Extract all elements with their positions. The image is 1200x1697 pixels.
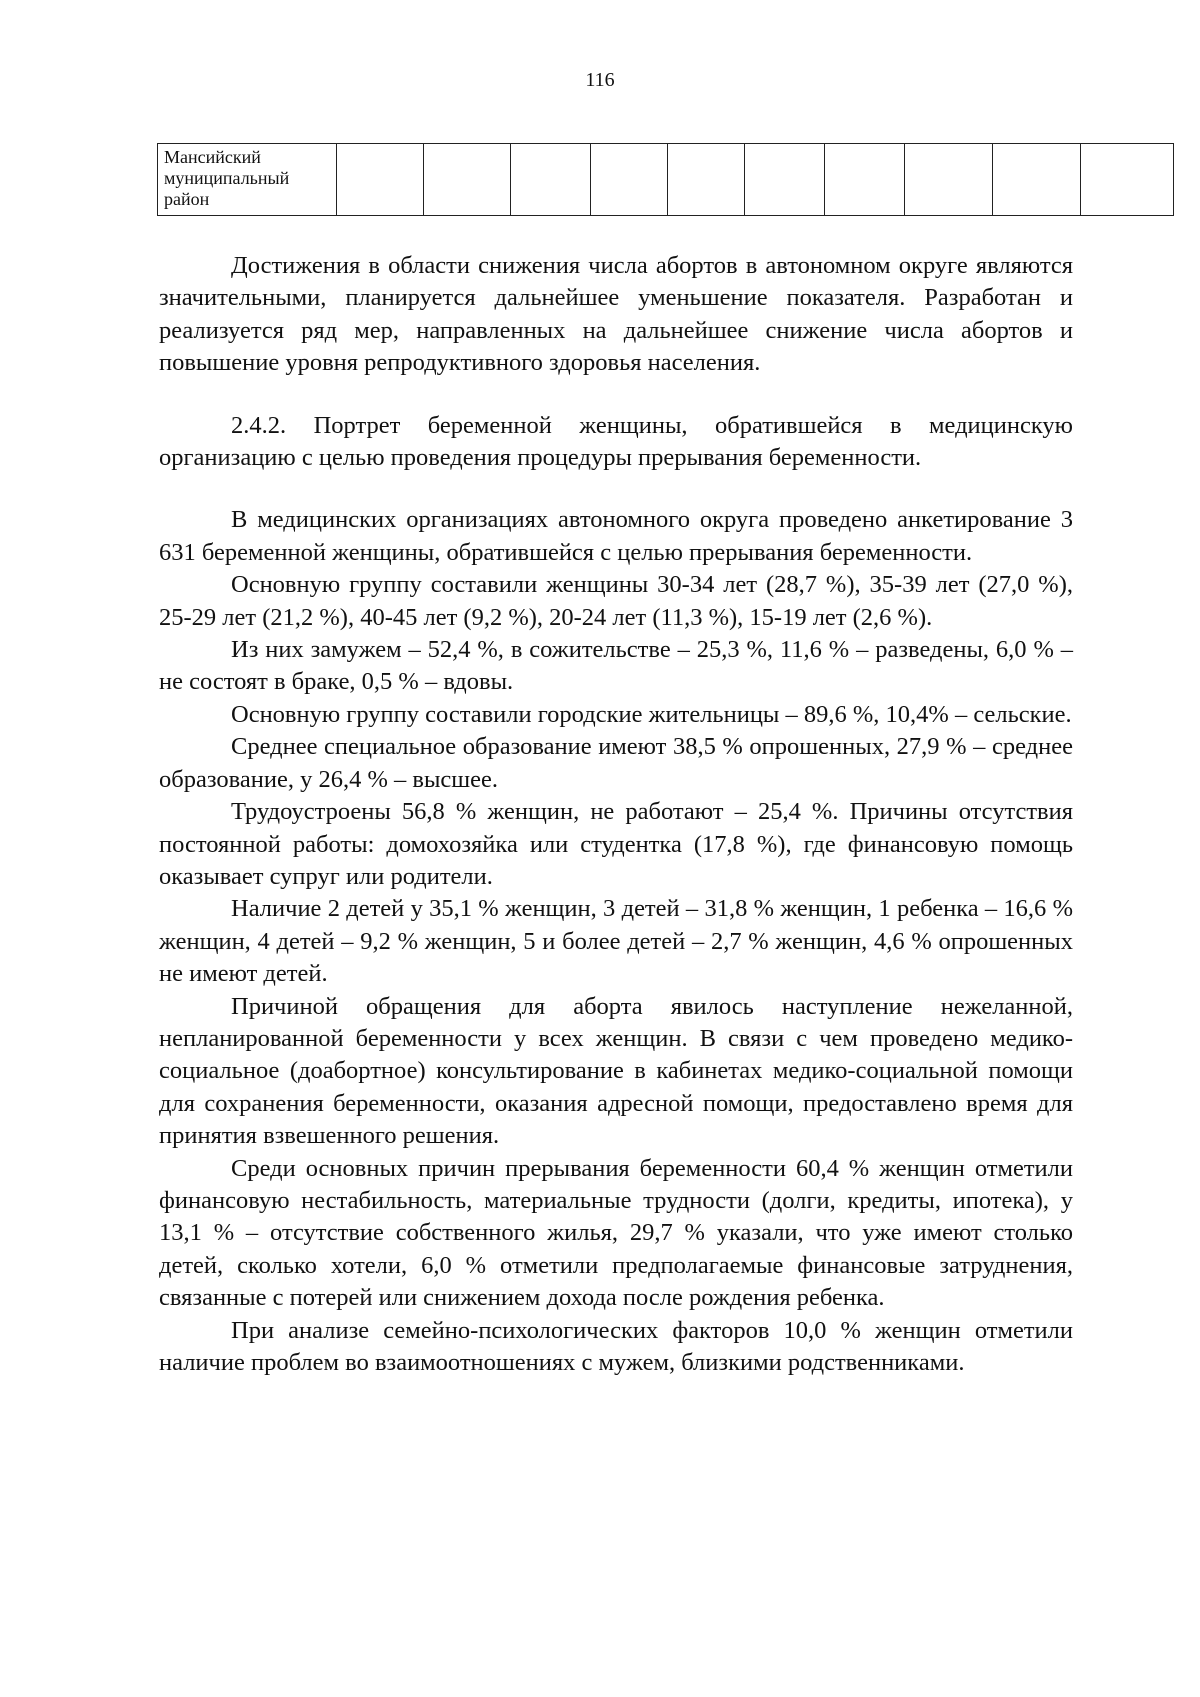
table-cell — [905, 144, 993, 216]
table-cell — [511, 144, 591, 216]
table-cell — [993, 144, 1081, 216]
table-cell — [825, 144, 905, 216]
table-cell — [745, 144, 825, 216]
document-body — [159, 250, 1073, 1379]
paragraph-employment: Трудоустроены 56,8 % женщин, не работают – 25,4 %. Причины отсутствия постоянной работы: домохозяйка или студентка (17,8 %), где финансовую помощь оказывает супруг или родители. — [159, 798, 1073, 890]
paragraph-survey: В медицинских организациях автономного округа проведено анкетирование 3 631 беременной женщины, обратившейся с целью прерывания беременности. — [159, 506, 1073, 566]
data-table-fragment — [157, 143, 1174, 216]
paragraph-age-groups: Основную группу составили женщины 30-34 лет (28,7 %), 35-39 лет (27,0 %), 25-29 лет (21,2 %), 40-45 лет (9,2 %), 20-24 лет (11,3 %), 15-19 лет (2,6 %). — [159, 571, 1073, 631]
page-number: 116 — [585, 69, 615, 91]
table-cell — [1081, 144, 1174, 216]
table-cell — [337, 144, 424, 216]
table-cell — [668, 144, 745, 216]
paragraph-main-causes: Среди основных причин прерывания беременности 60,4 % женщин отметили финансовую нестабильность, материальные трудности (долги, кредиты, ипотека), у 13,1 % – отсутствие собственного жилья, 29,7 % указали, что уже имеют столько детей, сколько хотели, 6,0 % отметили предполагаемые финансовые затруднения, связанные с потерей или снижением дохода после рождения ребенка. — [159, 1154, 1073, 1312]
paragraph-residence: Основную группу составили городские жительницы – 89,6 %, 10,4% – сельские. — [231, 700, 1072, 728]
table-cell — [591, 144, 668, 216]
paragraph-marital-status: Из них замужем – 52,4 %, в сожительстве – 25,3 %, 11,6 % – разведены, 6,0 % – не состоят в браке, 0,5 % – вдовы. — [159, 636, 1073, 696]
paragraph-reason: Причиной обращения для аборта явилось наступление нежеланной, непланированной беременности у всех женщин. В связи с чем проведено медико-социальное (доабортное) консультирование в кабинетах медико-социальной помощи для сохранения беременности, оказания адресной помощи, предоставлено время для принятия взвешенного решения. — [159, 992, 1073, 1150]
table-row-label: Мансийский муниципальный район — [158, 144, 337, 216]
paragraph-achievements: Достижения в области снижения числа абортов в автономном округе являются значительными, планируется дальнейшее уменьшение показателя. Разработан и реализуется ряд мер, направленных на дальнейшее снижение числа абортов и повышение уровня репродуктивного здоровья населения. — [159, 252, 1073, 377]
section-heading: 2.4.2. Портрет беременной женщины, обратившейся в медицинскую организацию с целью проведения процедуры прерывания беременности. — [159, 411, 1073, 472]
paragraph-education: Среднее специальное образование имеют 38,5 % опрошенных, 27,9 % – среднее образование, у 26,4 % – высшее. — [159, 733, 1073, 793]
table-cell — [424, 144, 511, 216]
paragraph-children: Наличие 2 детей у 35,1 % женщин, 3 детей – 31,8 % женщин, 1 ребенка – 16,6 % женщин, 4 детей – 9,2 % женщин, 5 и более детей – 2,7 % женщин, 4,6 % опрошенных не имеют детей. — [159, 895, 1073, 988]
paragraph-family-factors: При анализе семейно-психологических факторов 10,0 % женщин отметили наличие проблем во взаимоотношениях с мужем, близкими родственниками. — [159, 1316, 1073, 1376]
table-row — [158, 144, 1174, 216]
